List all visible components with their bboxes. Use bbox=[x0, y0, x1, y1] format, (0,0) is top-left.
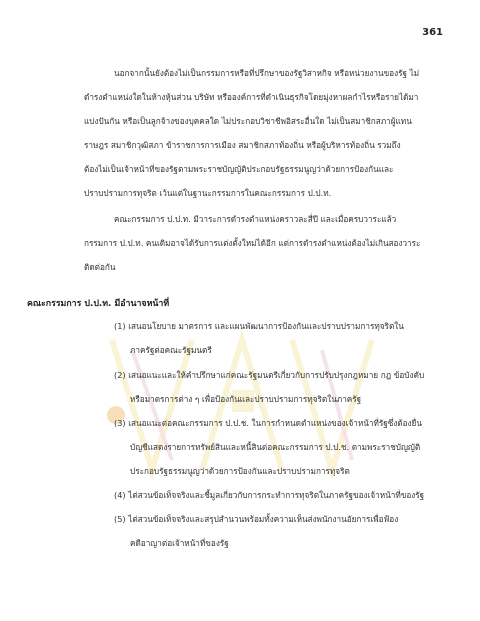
page-number: 361 bbox=[422, 27, 443, 38]
list-item-1-line-1: (1) เสนอนโยบาย มาตรการ และแผนพัฒนาการป้องกันและปราบปรามการทุจริตใน bbox=[114, 321, 404, 331]
list-item-2-line-2: หรือมาตรการต่าง ๆ เพื่อป้องกันและปราบปรามการทุจริตในภาครัฐ bbox=[130, 394, 362, 404]
paragraph-1-line-4: ราษฎร สมาชิกวุฒิสภา ข้าราชการการเมือง สมาชิกสภาท้องถิ่น หรือผู้บริหารท้องถิ่น รวมถึง bbox=[84, 140, 401, 150]
list-item-5-line-1: (5) ไต่สวนข้อเท็จจริงและสรุปสำนวนพร้อมทั้งความเห็นส่งพนักงานอัยการเพื่อฟ้อง bbox=[114, 514, 399, 524]
paragraph-1-line-2: ดำรงตำแหน่งใดในห้างหุ้นส่วน บริษัท หรือองค์การที่ดำเนินธุรกิจโดยมุ่งหาผลกำไรหรือรายได้มา bbox=[84, 92, 419, 102]
list-item-3-line-3: ประกอบรัฐธรรมนูญว่าด้วยการป้องกันและปราบปรามการทุจริต bbox=[130, 466, 350, 476]
paragraph-2-line-2: กรรมการ ป.ป.ท. คนเดิมอาจได้รับการแต่งตั้งใหม่ได้อีก แต่การดำรงตำแหน่งต้องไม่เกินสองวาระ bbox=[84, 238, 421, 248]
paragraph-1-line-5: ต้องไม่เป็นเจ้าหน้าที่ของรัฐตามพระราชบัญญัติประกอบรัฐธรรมนูญว่าด้วยการป้องกันและ bbox=[84, 164, 394, 174]
list-item-5-line-2: คดีอาญาต่อเจ้าหน้าที่ของรัฐ bbox=[130, 538, 229, 548]
paragraph-1-line-6: ปราบปรามการทุจริต เว้นแต่ในฐานะกรรมการในคณะกรรมการ ป.ป.ท. bbox=[84, 188, 332, 198]
paragraph-2-line-1: คณะกรรมการ ป.ป.ท. มีวาระการดำรงตำแหน่งคราวละสี่ปี และเมื่อครบวาระแล้ว bbox=[114, 214, 397, 224]
paragraph-2-line-3: ติดต่อกัน bbox=[84, 262, 116, 272]
paragraph-1-line-1: นอกจากนั้นยังต้องไม่เป็นกรรมการหรือที่ปรึกษาของรัฐวิสาหกิจ หรือหน่วยงานของรัฐ ไม่ bbox=[114, 68, 420, 78]
section-heading: คณะกรรมการ ป.ป.ท. มีอำนาจหน้าที่ bbox=[27, 299, 170, 309]
list-item-3-line-1: (3) เสนอแนะต่อคณะกรรมการ ป.ป.ช. ในการกำหนดตำแหน่งของเจ้าหน้าที่รัฐซึ่งต้องยื่น bbox=[114, 418, 422, 428]
list-item-1-line-2: ภาครัฐต่อคณะรัฐมนตรี bbox=[130, 345, 212, 355]
paragraph-1-line-3: แบ่งปันกัน หรือเป็นลูกจ้างของบุคคลใด ไม่ประกอบวิชาชีพอิสระอื่นใด ไม่เป็นสมาชิกสภาผู้แทน bbox=[84, 116, 412, 126]
list-item-3-line-2: บัญชีแสดงรายการทรัพย์สินและหนี้สินต่อคณะกรรมการ ป.ป.ช. ตามพระราชบัญญัติ bbox=[130, 442, 421, 452]
list-item-2-line-1: (2) เสนอแนะและให้คำปรึกษาแก่คณะรัฐมนตรีเกี่ยวกับการปรับปรุงกฎหมาย กฎ ข้อบังคับ bbox=[114, 370, 425, 380]
list-item-4-line-1: (4) ไต่สวนข้อเท็จจริงและชี้มูลเกี่ยวกับการกระทำการทุจริตในภาครัฐของเจ้าหน้าที่ของรัฐ bbox=[114, 490, 425, 500]
